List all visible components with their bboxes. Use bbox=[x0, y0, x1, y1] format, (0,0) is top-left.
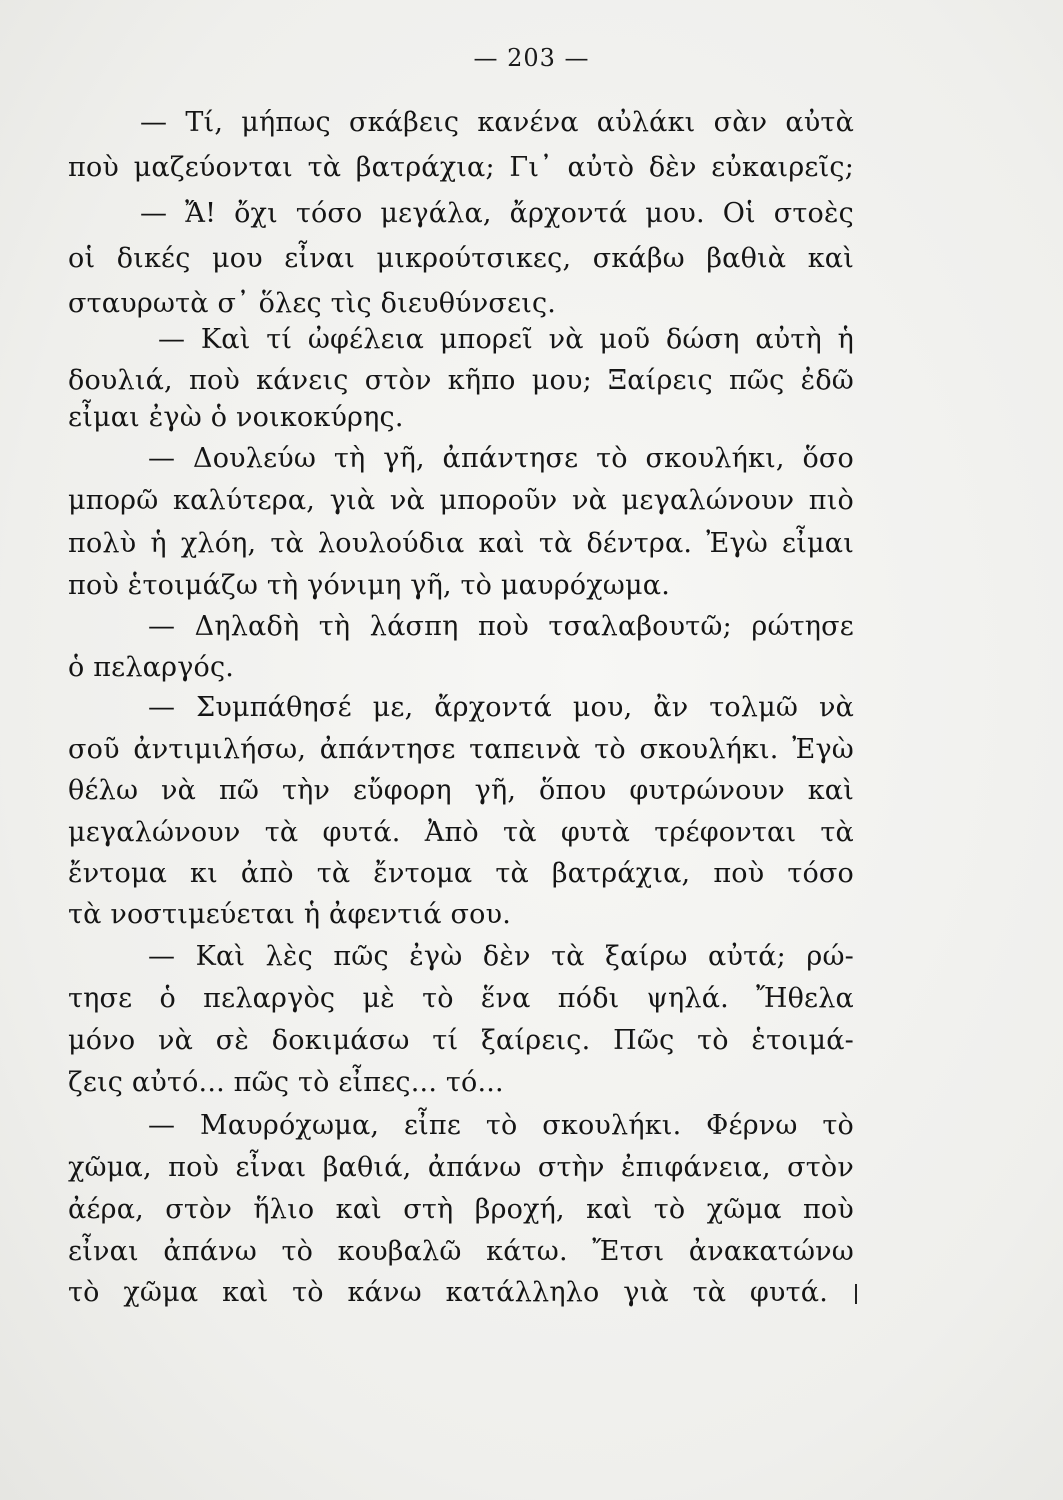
text-line: πολὺ ἡ χλόη, τὰ λουλούδια καὶ τὰ δέντρα. Ἐγὼ εἶμαι bbox=[68, 528, 854, 559]
text-line: εἶναι ἀπάνω τὸ κουβαλῶ κάτω. Ἔτσι ἀνακατώνω bbox=[68, 1236, 854, 1267]
text-line: τὸ χῶμα καὶ τὸ κάνω κατάλληλο γιὰ τὰ φυτά. bbox=[68, 1277, 828, 1308]
text-line: μόνο νὰ σὲ δοκιμάσω τί ξαίρεις. Πῶς τὸ ἑτοιμά- bbox=[68, 1025, 854, 1056]
text-line: μεγαλώνουν τὰ φυτά. Ἀπὸ τὰ φυτὰ τρέφονται τὰ bbox=[68, 817, 854, 848]
text-line: μπορῶ καλύτερα, γιὰ νὰ μποροῦν νὰ μεγαλώνουν πιὸ bbox=[68, 485, 854, 516]
text-line: ποὺ ἑτοιμάζω τὴ γόνιμη γῆ, τὸ μαυρόχωμα. bbox=[68, 570, 670, 601]
page-number: — 203 — bbox=[473, 44, 590, 72]
margin-mark bbox=[855, 1284, 857, 1304]
text-line: — Μαυρόχωμα, εἶπε τὸ σκουλήκι. Φέρνω τὸ bbox=[148, 1110, 854, 1141]
text-line: θέλω νὰ πῶ τὴν εὔφορη γῆ, ὅπου φυτρώνουν καὶ bbox=[68, 775, 854, 806]
text-line: — Τί, μήπως σκάβεις κανένα αὐλάκι σὰν αὐτὰ bbox=[140, 107, 854, 138]
text-line: ἔντομα κι ἀπὸ τὰ ἔντομα τὰ βατράχια, ποὺ τόσο bbox=[68, 858, 854, 889]
text-line: εἶμαι ἐγὼ ὁ νοικοκύρης. bbox=[68, 402, 404, 433]
text-line: — Καὶ τί ὠφέλεια μπορεῖ νὰ μοῦ δώση αὐτὴ ἡ bbox=[158, 324, 854, 355]
text-line: δουλιά, ποὺ κάνεις στὸν κῆπο μου; Ξαίρεις πῶς ἐδῶ bbox=[68, 365, 854, 396]
text-line: — Ἄ! ὄχι τόσο μεγάλα, ἄρχοντά μου. Οἱ στοὲς bbox=[140, 198, 854, 229]
text-line: ἀέρα, στὸν ἥλιο καὶ στὴ βροχή, καὶ τὸ χῶμα ποὺ bbox=[68, 1194, 854, 1225]
text-line: ποὺ μαζεύονται τὰ βατράχια; Γι᾿ αὐτὸ δὲν εὐκαιρεῖς; bbox=[68, 152, 854, 183]
text-line: οἱ δικές μου εἶναι μικρούτσικες, σκάβω βαθιὰ καὶ bbox=[68, 243, 854, 274]
text-line: σοῦ ἀντιμιλήσω, ἀπάντησε ταπεινὰ τὸ σκουλήκι. Ἐγὼ bbox=[68, 734, 854, 765]
text-line: τὰ νοστιμεύεται ἡ ἀφεντιά σου. bbox=[68, 899, 511, 930]
text-line: ζεις αὐτό... πῶς τὸ εἶπες... τό... bbox=[68, 1067, 504, 1098]
text-line: — Καὶ λὲς πῶς ἐγὼ δὲν τὰ ξαίρω αὐτά; ρώ- bbox=[148, 941, 854, 972]
text-line: χῶμα, ποὺ εἶναι βαθιά, ἀπάνω στὴν ἐπιφάνεια, στὸν bbox=[68, 1152, 854, 1183]
text-line: — Δηλαδὴ τὴ λάσπη ποὺ τσαλαβουτῶ; ρώτησε bbox=[148, 611, 854, 642]
text-line: — Συμπάθησέ με, ἄρχοντά μου, ἂν τολμῶ νὰ bbox=[148, 692, 854, 723]
text-line: σταυρωτὰ σ᾿ ὅλες τὶς διευθύνσεις. bbox=[68, 288, 557, 319]
text-line: τησε ὁ πελαργὸς μὲ τὸ ἕνα πόδι ψηλά. Ἤθελα bbox=[68, 983, 854, 1014]
text-line: — Δουλεύω τὴ γῆ, ἀπάντησε τὸ σκουλήκι, ὅσο bbox=[148, 443, 854, 474]
text-line: ὁ πελαργός. bbox=[68, 652, 235, 683]
